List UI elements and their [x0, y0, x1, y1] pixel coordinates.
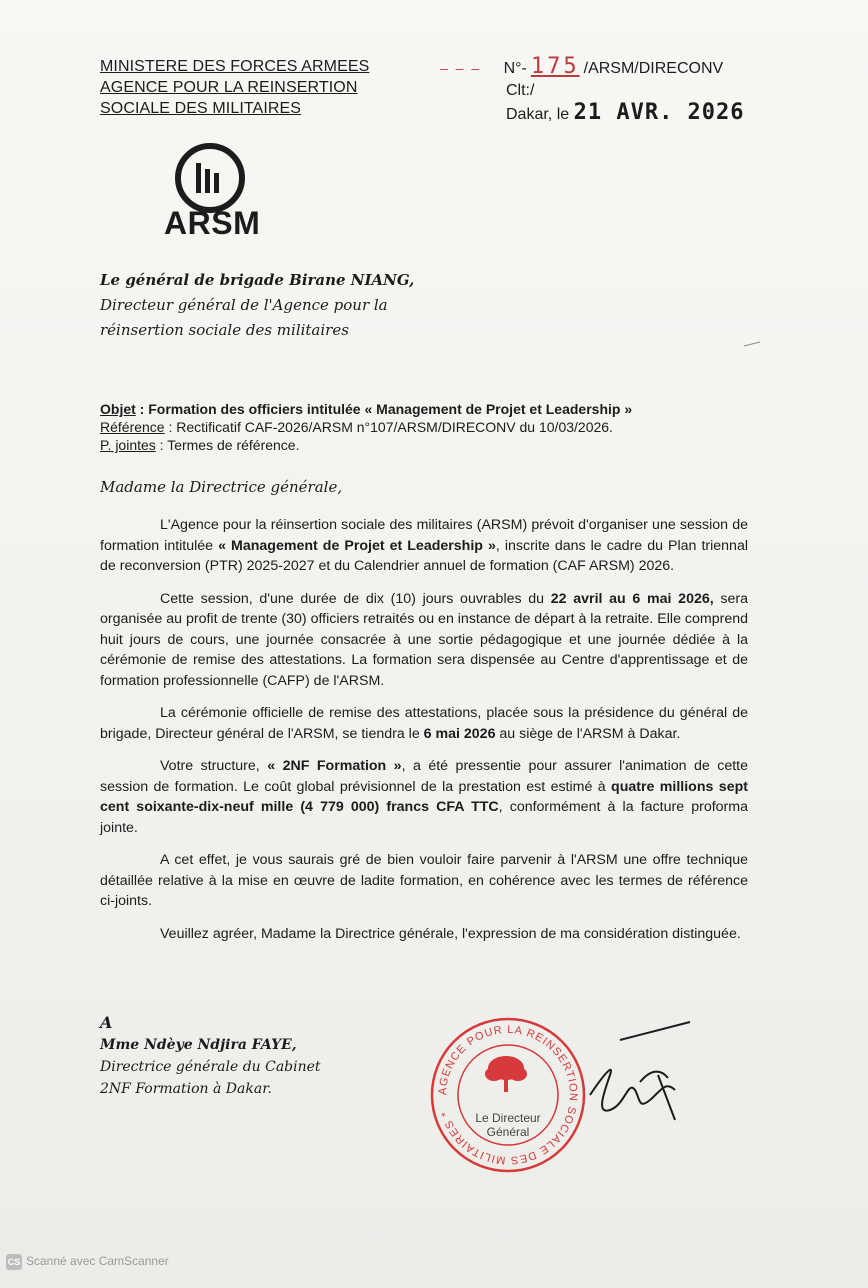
header-line-3: SOCIALE DES MILITAIRES [100, 100, 302, 117]
ref-suffix: /ARSM/DIRECONV [583, 60, 724, 77]
dash-marks: – – – [440, 60, 482, 76]
stamp-center-1: Le Directeur [475, 1111, 541, 1125]
reference-label: Référence [100, 419, 165, 435]
sender-title-1: Directeur général de l'Agence pour la [100, 296, 388, 314]
clt-line: Clt:/ [506, 82, 535, 99]
logo-circle-icon [175, 143, 245, 213]
sender-name: Le général de brigade Birane NIANG, [100, 271, 415, 289]
recipient-name: Mme Ndèye Ndjira FAYE, [100, 1037, 297, 1053]
greeting: Madame la Directrice générale, [100, 478, 343, 496]
header-line-2: AGENCE POUR LA REINSERTION [100, 79, 358, 96]
official-stamp [428, 1010, 588, 1180]
header-line-1: MINISTERE DES FORCES ARMEES [100, 58, 370, 75]
logo-text: ARSM [164, 205, 261, 241]
attachments-label: P. jointes [100, 437, 156, 453]
letter-body [100, 515, 748, 956]
handwritten-signature [580, 1020, 700, 1130]
date-handwritten: 21 AVR. 2026 [573, 100, 745, 125]
recipient-a: A [100, 1013, 113, 1032]
recipient-title: Directrice générale du Cabinet [100, 1059, 321, 1075]
paragraph-1: L'Agence pour la réinsertion sociale des militaires (ARSM) prévoit d'organiser une session de formation intitulée « Management de Projet et Leadership », inscrite dans le cadre du Plan triennal de reconversion (PTR) 2025-2027 et du Calendrier annuel de formation (CAF ARSM) 2026. [100, 517, 748, 574]
reference-text: : Rectificatif CAF-2026/ARSM n°107/ARSM/DIRECONV du 10/03/2026. [164, 419, 613, 435]
recipient-company: 2NF Formation à Dakar. [100, 1081, 272, 1097]
sender-title-2: réinsertion sociale des militaires [100, 321, 349, 339]
objet-label: Objet [100, 401, 136, 417]
subject-block [100, 400, 632, 454]
footer-text: Scanné avec CamScanner [26, 1254, 169, 1269]
stamp-center-2: Général [486, 1125, 530, 1139]
paragraph-2: Cette session, d'une durée de dix (10) jours ouvrables du 22 avril au 6 mai 2026, sera organisée au profit de trente (30) officiers retraités ou en instance de départ à la retraite. Elle comprend huit jours de cours, une journée consacrée à une sortie pédagogique et une journée dédiée à la cérémonie de remise des attestations. La formation sera dispensée au Centre d'apprentissage et de formation professionnelle (CAFP) de l'ARSM. [100, 590, 748, 689]
paragraph-6: Veuillez agréer, Madame la Directrice générale, l'expression de ma considération distinguée. [160, 925, 741, 942]
ref-number: 175 [530, 54, 580, 79]
paragraph-4: Votre structure, « 2NF Formation », a été pressentie pour assurer l'animation de cette session de formation. Le coût global prévisionnel de la prestation est estimé à quatre millions sept cent soixante-dix-neuf mille (4 779 000) francs CFA TTC, conformément à la facture proforma jointe. [100, 758, 748, 836]
objet-text: : Formation des officiers intitulée « Management de Projet et Leadership » [135, 401, 633, 417]
pen-mark-icon [744, 340, 760, 348]
paragraph-3: La cérémonie officielle de remise des attestations, placée sous la présidence du général de brigade, Directeur général de l'ARSM, se tiendra le 6 mai 2026 au siège de l'ARSM à Dakar. [100, 705, 748, 742]
ministry-header [100, 56, 369, 119]
attachments-text: : Termes de référence. [155, 437, 300, 453]
stamp-ring-text: AGENCE POUR LA REINSERTION SOCIALE DES MILITAIRES * [436, 1023, 580, 1167]
date-prefix: Dakar, le [506, 106, 570, 123]
tree-icon [485, 1056, 527, 1092]
arsm-logo [160, 143, 272, 243]
paragraph-5: A cet effet, je vous saurais gré de bien vouloir faire parvenir à l'ARSM une offre technique détaillée relative à la mise en œuvre de ladite formation, en cohérence avec les termes de référence ci-joints. [100, 852, 748, 909]
sender-block [100, 268, 414, 343]
scanner-footer [6, 1254, 169, 1270]
recipient-block [100, 1012, 321, 1100]
camscanner-icon: CS [6, 1254, 22, 1270]
reference-block [440, 56, 745, 126]
ref-prefix: N°- [503, 60, 527, 77]
